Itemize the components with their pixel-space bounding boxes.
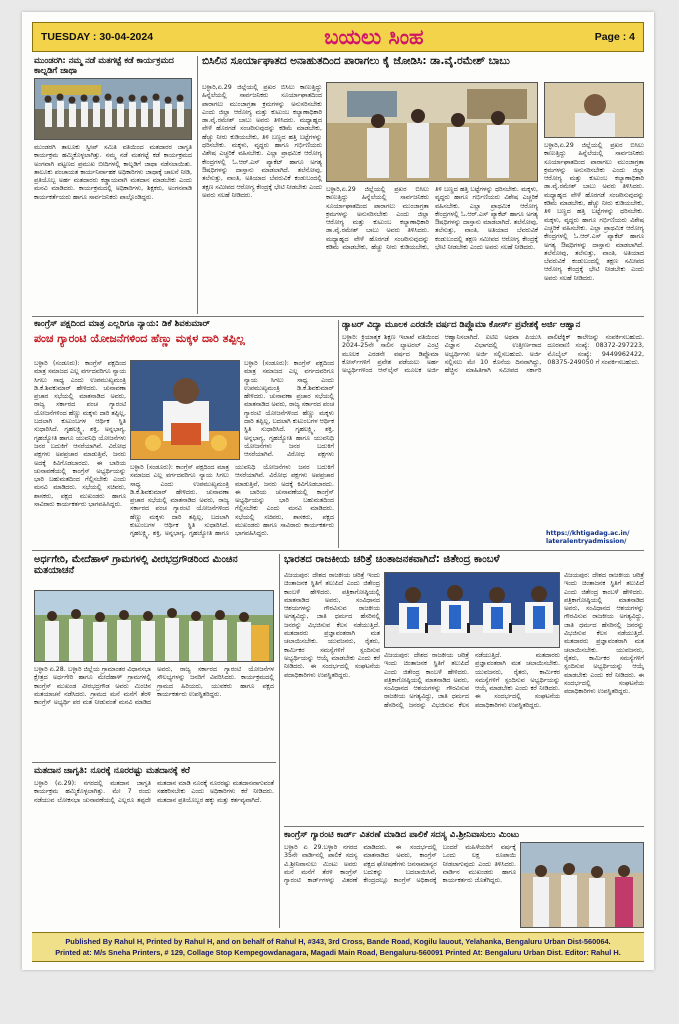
article-mundaragi xyxy=(34,56,192,312)
article-body: ಬಳ್ಳಾರಿ ಏ 29.ಬಳ್ಳಾರಿ ನಗರದ 35ನೇ ವಾರ್ಡಿನಲ್ಲಿ ಪಾಲಿಕೆ ಸದಸ್ಯ ವಿ.ಶ್ರೀನಿವಾಸುಲು ಮಿಂಟು ಅವರು ಮನೆ ಮನೆಗೆ ತೆರಳಿ ಕಾಂಗ್ರೆಸ್ ಗ್ಯಾರಂಟಿ ಕಾರ್ಡ್‌ಗಳನ್ನು ವಿತರಣೆ ಮಾಡಿದರು. ಈ ಸಂದರ್ಭದಲ್ಲಿ ಮಾತನಾಡಿದ ಅವರು, ಕಾಂಗ್ರೆಸ್ ಪಕ್ಷದ ಘೋಷಣೆಗಳು ಜನಸಾಮಾನ್ಯರ ಬದುಕನ್ನು ಬದಲಾಯಿಸಿವೆ, ಕೇಂದ್ರದಲ್ಲೂ ಕಾಂಗ್ರೆಸ್ ಅಧಿಕಾರಕ್ಕೆ ಬಂದರೆ ಮಹಿಳೆಯರಿಗೆ ವರ್ಷಕ್ಕೆ ಒಂದು ಲಕ್ಷ ರೂಪಾಯಿ ನೀಡಲಾಗುವುದು ಎಂದು ತಿಳಿಸಿದರು. ವಾರ್ಡಿನ ಮುಖಂಡರು ಹಾಗೂ ಕಾರ್ಯಕರ್ತರು ಜೊತೆಗಿದ್ದರು. xyxy=(284,844,516,885)
article-heatstroke xyxy=(202,56,644,314)
photo-doctor-portrait xyxy=(544,82,644,138)
article-dk-shivakumar xyxy=(34,320,334,546)
photo-walkathon xyxy=(34,78,192,140)
article-headline: ಡ್ಯಾಟರ್ ವಿದ್ಯಾ ಮೂಲಕ ಎರಡನೇ ವರ್ಷದ ಡಿಪ್ಲೊಮಾ ಕೋರ್ಸ್ ಪ್ರವೇಶಕ್ಕೆ ಅರ್ಜಿ ಆಹ್ವಾನ xyxy=(342,320,581,329)
article-headline: ಬಿಸಿಲಿನ ಸೂರ್ಯಾಘಾತದ ಅನಾಹುತದಿಂದ ಪಾರಾಗಲು ಕೈ ಜೋಡಿಸಿ: ಡಾ.ವೈ.ರಮೇಶ್ ಬಾಬು xyxy=(202,56,510,67)
imprint-footer xyxy=(32,932,644,962)
photo-dk-shivakumar-speech xyxy=(130,360,240,460)
masthead xyxy=(32,22,644,52)
article-body: ಬಳ್ಳಾರಿ ಏ.28. ಬಳ್ಳಾರಿ ಜಿಲ್ಲೆಯ ಗ್ರಾಮಾಂತರ ವಿಧಾನಸಭಾ ಕ್ಷೇತ್ರದ ಅರ್ಧಗೇರಿ ಹಾಗೂ ಮೇದೆಹಾಳ್ ಗ್ರಾಮಗಳಲ್ಲಿ ಕಾಂಗ್ರೆಸ್ ಮುಖಂಡ ವೀರಭದ್ರಗೌಡ ಅವರು ಮಿಂಚಿನ ಮತಯಾಚನೆ ನಡೆಸಿದರು. ಗ್ರಾಮದ ಮನೆ ಮನೆಗೆ ತೆರಳಿ ಕಾಂಗ್ರೆಸ್ ಅಭ್ಯರ್ಥಿ ಪರ ಮತ ನೀಡುವಂತೆ ಮನವಿ ಮಾಡಿದ ಅವರು, ರಾಜ್ಯ ಸರ್ಕಾರದ ಗ್ಯಾರಂಟಿ ಯೋಜನೆಗಳ ಸೌಲಭ್ಯಗಳನ್ನು ಜನರಿಗೆ ವಿವರಿಸಿದರು. ಕಾರ್ಯಕ್ರಮದಲ್ಲಿ ಗ್ರಾಮದ ಹಿರಿಯರು, ಯುವಕರು ಹಾಗೂ ಪಕ್ಷದ ಕಾರ್ಯಕರ್ತರು ಉಪಸ್ಥಿತರಿದ್ದರು. xyxy=(34,666,274,707)
article-body-right: ಬಳ್ಳಾರಿ (ಸಂಡೂರು): ಕಾಂಗ್ರೆಸ್ ಪಕ್ಷದಿಂದ ಮಾತ್ರ ಸಮಾಜದ ಎಲ್ಲ ವರ್ಗದವರಿಗೂ ನ್ಯಾಯ ಸಿಗಲು ಸಾಧ್ಯ ಎಂದು ಉಪಮುಖ್ಯಮಂತ್ರಿ ಡಿ.ಕೆ.ಶಿವಕುಮಾರ್ ಹೇಳಿದರು. ಚುನಾವಣಾ ಪ್ರಚಾರ ಸಭೆಯಲ್ಲಿ ಮಾತನಾಡಿದ ಅವರು, ರಾಜ್ಯ ಸರ್ಕಾರದ ಪಂಚ ಗ್ಯಾರಂಟಿ ಯೋಜನೆಗಳಿಂದ ಹೆಣ್ಣು ಮಕ್ಕಳು ದಾರಿ ತಪ್ಪಿಲ್ಲ, ಬದಲಾಗಿ ಕುಟುಂಬಗಳ ಆರ್ಥಿಕ ಸ್ಥಿತಿ ಸುಧಾರಿಸಿದೆ. ಗೃಹಲಕ್ಷ್ಮಿ, ಶಕ್ತಿ, ಅನ್ನಭಾಗ್ಯ, ಗೃಹಜ್ಯೋತಿ ಹಾಗೂ ಯುವನಿಧಿ ಯೋಜನೆಗಳು ಜನರ ಬದುಕಿಗೆ ಆಸರೆಯಾಗಿವೆ. ವಿರೋಧ ಪಕ್ಷಗಳು xyxy=(244,360,334,459)
article-subheadline: ಪಂಚ ಗ್ಯಾರಂಟಿ ಯೋಜನೆಗಳಿಂದ ಹೆಣ್ಣು ಮಕ್ಕಳ ದಾರಿ ತಪ್ಪಿಲ್ಲ xyxy=(34,331,245,345)
article-diploma-admission xyxy=(342,320,644,546)
article-headline: ಕಾಂಗ್ರೆಸ್ ಪಕ್ಷದಿಂದ ಮಾತ್ರ ಎಲ್ಲರಿಗೂ ನ್ಯಾಯ: ಡಿಕೆ ಶಿವಕುಮಾರ್ xyxy=(34,320,210,329)
article-body: ಬಳ್ಳಾರಿ (ಏ.29): ನಗರದಲ್ಲಿ ಮತದಾನ ಜಾಗೃತಿ ಕಾರ್ಯಕ್ರಮ ಹಮ್ಮಿಕೊಳ್ಳಲಾಗಿತ್ತು. ಮೇ 7 ರಂದು ನಡೆಯುವ ಲೋಕಸಭಾ ಚುನಾವಣೆಯಲ್ಲಿ ಎಲ್ಲರೂ ತಪ್ಪದೇ ಮತದಾನ ಮಾಡಿ ನೂರಕ್ಕೆ ನೂರರಷ್ಟು ಮತದಾನವಾಗುವಂತೆ ಸಹಕರಿಸಬೇಕು ಎಂದು ಅಧಿಕಾರಿಗಳು ಕರೆ ನೀಡಿದರು. ಮತದಾನ ಪ್ರತಿಯೊಬ್ಬರ ಹಕ್ಕು ಮತ್ತು ಕರ್ತವ್ಯವಾಗಿದೆ. xyxy=(34,780,274,804)
article-body: ಬಳ್ಳಾರಿ: ಕ್ರಿಯಾತ್ಮಕ ಶಿಕ್ಷಣ ಇಲಾಖೆ ವತಿಯಿಂದ 2024-25ನೇ ಸಾಲಿನ ಲ್ಯಾಟರಲ್ ಎಂಟ್ರಿ ಮೂಲಕ ಎರಡನೇ ವರ್ಷದ ಡಿಪ್ಲೊಮಾ ಕೋರ್ಸ್‌ಗಳಿಗೆ ಪ್ರವೇಶ ಪಡೆಯಲು ಅರ್ಹ ಅಭ್ಯರ್ಥಿಗಳಿಂದ ಆನ್‌ಲೈನ್ ಮೂಲಕ ಅರ್ಜಿ ಆಹ್ವಾನಿಸಲಾಗಿದೆ. ಐಟಿಐ ಅಥವಾ ಪಿಯುಸಿ ವಿಜ್ಞಾನ ವಿಭಾಗದಲ್ಲಿ ಉತ್ತೀರ್ಣರಾದ ಅಭ್ಯರ್ಥಿಗಳು ಅರ್ಜಿ ಸಲ್ಲಿಸಬಹುದು. ಅರ್ಜಿ ಸಲ್ಲಿಸಲು ಮೇ 10 ಕೊನೆಯ ದಿನವಾಗಿದ್ದು, ಹೆಚ್ಚಿನ ಮಾಹಿತಿಗಾಗಿ ಸಮೀಪದ ಸರ್ಕಾರಿ ಪಾಲಿಟೆಕ್ನಿಕ್ ಕಾಲೇಜನ್ನು ಸಂಪರ್ಕಿಸಬಹುದು. ದೂರವಾಣಿ ಸಂಖ್ಯೆ: 08372-297223, ಮೊಬೈಲ್ ಸಂಖ್ಯೆ: 9449962422, 08375-249050 ಗೆ ಸಂಪರ್ಕಿಸಬಹುದು. xyxy=(342,334,644,375)
article-body-right: ವಿಜಯಪುರ: ದೇಶದ ರಾಜಕೀಯ ಚರಿತ್ರೆ ಇಂದು ಚಿಂತಾಜನಕ ಸ್ಥಿತಿಗೆ ತಲುಪಿದೆ ಎಂದು ಜಿತೇಂದ್ರ ಕಾಂಬಳೆ ಹೇಳಿದರು. ಪತ್ರಿಕಾಗೋಷ್ಠಿಯಲ್ಲಿ ಮಾತನಾಡಿದ ಅವರು, ಸಂವಿಧಾನದ ಆಶಯಗಳನ್ನು ಗೌರವಿಸುವ ರಾಜಕೀಯ ಅಗತ್ಯವಿದ್ದು, ಜಾತಿ ಧರ್ಮದ ಹೆಸರಿನಲ್ಲಿ ಜನರನ್ನು ವಿಭಜಿಸುವ ಕೆಲಸ ನಡೆಯುತ್ತಿದೆ. ಮತದಾರರು ಪ್ರಜ್ಞಾವಂತರಾಗಿ ಮತ ಚಲಾಯಿಸಬೇಕು. ಯುವಜನರು, ರೈತರು, ಕಾರ್ಮಿಕರ ಸಮಸ್ಯೆಗಳಿಗೆ ಸ್ಪಂದಿಸುವ ಅಭ್ಯರ್ಥಿಯನ್ನು ಆಯ್ಕೆ ಮಾಡಬೇಕು ಎಂದು ಕರೆ ನೀಡಿದರು. ಈ ಸಂದರ್ಭದಲ್ಲಿ ಸಂಘಟನೆಯ ಪದಾಧಿಕಾರಿಗಳು ಉಪಸ್ಥಿತರಿದ್ದರು. xyxy=(564,572,644,696)
article-voting-awareness xyxy=(34,766,274,928)
imprint-line-publisher: Published By Rahul H, Printed by Rahul H, and on behalf of Rahul H, #343, 3rd Cross, Bande Road, Kogilu lauout, Yelahanka, Bengaluru Urban Dist-560064. xyxy=(65,937,611,946)
photo-card-distribution xyxy=(520,842,644,928)
page-number: Page : 4 xyxy=(594,31,635,43)
article-body-left: ಬಳ್ಳಾರಿ,ಏ.29 ಜಿಲ್ಲೆಯಲ್ಲಿ ಪ್ರಖರ ಬಿಸಿಲು ಕಾಣುತ್ತಿದ್ದು ಹಿನ್ನೆಲೆಯಲ್ಲಿ ಸಾರ್ವಜನಿಕರು ಸೂರ್ಯಾಘಾತದಿಂದ ಪಾರಾಗಲು ಮುಂಜಾಗ್ರತಾ ಕ್ರಮಗಳನ್ನು ಅನುಸರಿಸಬೇಕು ಎಂದು ಜಿಲ್ಲಾ ಆರೋಗ್ಯ ಮತ್ತು ಕುಟುಂಬ ಕಲ್ಯಾಣಾಧಿಕಾರಿ ಡಾ.ವೈ.ರಮೇಶ್ ಬಾಬು ಅವರು ತಿಳಿಸಿದರು. ಮಧ್ಯಾಹ್ನದ ವೇಳೆ ಹೊರಗಡೆ ಸಂಚರಿಸುವುದನ್ನು ಕಡಿಮೆ ಮಾಡಬೇಕು, ಹೆಚ್ಚು ನೀರು ಕುಡಿಯಬೇಕು, ತಿಳಿ ಬಣ್ಣದ ಹತ್ತಿ ಬಟ್ಟೆಗಳನ್ನು ಧರಿಸಬೇಕು. ಮಕ್ಕಳು, ವೃದ್ಧರು ಹಾಗೂ ಗರ್ಭಿಣಿಯರು ವಿಶೇಷ ಎಚ್ಚರಿಕೆ ವಹಿಸಬೇಕು. ಎಲ್ಲಾ ಪ್ರಾಥಮಿಕ ಆರೋಗ್ಯ ಕೇಂದ್ರಗಳಲ್ಲಿ ಓ.ಆರ್.ಎಸ್ ಪ್ಯಾಕೆಟ್ ಹಾಗೂ ಅಗತ್ಯ ಔಷಧಿಗಳನ್ನು ದಾಸ್ತಾನು ಮಾಡಲಾಗಿದೆ. ತಲೆನೋವು, ತಲೆಸುತ್ತು, ವಾಂತಿ, ಅತಿಯಾದ ಬೆವರುವಿಕೆ ಕಂಡುಬಂದಲ್ಲಿ ತಕ್ಷಣ ಸಮೀಪದ ಆರೋಗ್ಯ ಕೇಂದ್ರಕ್ಕೆ ಭೇಟಿ ನೀಡಬೇಕು ಎಂದು ಅವರು ಸಲಹೆ ನೀಡಿದರು. xyxy=(202,84,322,199)
article-veerabhadragowda xyxy=(34,554,274,760)
photo-press-meet xyxy=(384,572,560,648)
newspaper-page xyxy=(22,12,654,970)
article-body-left: ಬಳ್ಳಾರಿ (ಸಂಡೂರು): ಕಾಂಗ್ರೆಸ್ ಪಕ್ಷದಿಂದ ಮಾತ್ರ ಸಮಾಜದ ಎಲ್ಲ ವರ್ಗದವರಿಗೂ ನ್ಯಾಯ ಸಿಗಲು ಸಾಧ್ಯ ಎಂದು ಉಪಮುಖ್ಯಮಂತ್ರಿ ಡಿ.ಕೆ.ಶಿವಕುಮಾರ್ ಹೇಳಿದರು. ಚುನಾವಣಾ ಪ್ರಚಾರ ಸಭೆಯಲ್ಲಿ ಮಾತನಾಡಿದ ಅವರು, ರಾಜ್ಯ ಸರ್ಕಾರದ ಪಂಚ ಗ್ಯಾರಂಟಿ ಯೋಜನೆಗಳಿಂದ ಹೆಣ್ಣು ಮಕ್ಕಳು ದಾರಿ ತಪ್ಪಿಲ್ಲ, ಬದಲಾಗಿ ಕುಟುಂಬಗಳ ಆರ್ಥಿಕ ಸ್ಥಿತಿ ಸುಧಾರಿಸಿದೆ. ಗೃಹಲಕ್ಷ್ಮಿ, ಶಕ್ತಿ, ಅನ್ನಭಾಗ್ಯ, ಗೃಹಜ್ಯೋತಿ ಹಾಗೂ ಯುವನಿಧಿ ಯೋಜನೆಗಳು ಜನರ ಬದುಕಿಗೆ ಆಸರೆಯಾಗಿವೆ. ವಿರೋಧ ಪಕ್ಷಗಳು ಅಪಪ್ರಚಾರ ಮಾಡುತ್ತಿವೆ, ಜನರು ಅದಕ್ಕೆ ಕಿವಿಗೊಡಬಾರದು. ಈ ಬಾರಿಯ ಚುನಾವಣೆಯಲ್ಲಿ ಕಾಂಗ್ರೆಸ್ ಅಭ್ಯರ್ಥಿಯನ್ನು ಭಾರಿ ಬಹುಮತದಿಂದ ಗೆಲ್ಲಿಸಬೇಕು ಎಂದು ಮನವಿ ಮಾಡಿದರು. ಸಭೆಯಲ್ಲಿ ಸಚಿವರು, ಶಾಸಕರು, ಪಕ್ಷದ ಮುಖಂಡರು ಹಾಗೂ ಸಾವಿರಾರು ಕಾರ್ಯಕರ್ತರು ಭಾಗವಹಿಸಿದ್ದರು. xyxy=(34,360,126,509)
article-body-centre: ವಿಜಯಪುರ: ದೇಶದ ರಾಜಕೀಯ ಚರಿತ್ರೆ ಇಂದು ಚಿಂತಾಜನಕ ಸ್ಥಿತಿಗೆ ತಲುಪಿದೆ ಎಂದು ಜಿತೇಂದ್ರ ಕಾಂಬಳೆ ಹೇಳಿದರು. ಪತ್ರಿಕಾಗೋಷ್ಠಿಯಲ್ಲಿ ಮಾತನಾಡಿದ ಅವರು, ಸಂವಿಧಾನದ ಆಶಯಗಳನ್ನು ಗೌರವಿಸುವ ರಾಜಕೀಯ ಅಗತ್ಯವಿದ್ದು, ಜಾತಿ ಧರ್ಮದ ಹೆಸರಿನಲ್ಲಿ ಜನರನ್ನು ವಿಭಜಿಸುವ ಕೆಲಸ ನಡೆಯುತ್ತಿದೆ. ಮತದಾರರು ಪ್ರಜ್ಞಾವಂತರಾಗಿ ಮತ ಚಲಾಯಿಸಬೇಕು. ಯುವಜನರು, ರೈತರು, ಕಾರ್ಮಿಕರ ಸಮಸ್ಯೆಗಳಿಗೆ ಸ್ಪಂದಿಸುವ ಅಭ್ಯರ್ಥಿಯನ್ನು ಆಯ್ಕೆ ಮಾಡಬೇಕು ಎಂದು ಕರೆ ನೀಡಿದರು. ಈ ಸಂದರ್ಭದಲ್ಲಿ ಸಂಘಟನೆಯ ಪದಾಧಿಕಾರಿಗಳು ಉಪಸ್ಥಿತರಿದ್ದರು. xyxy=(384,652,560,709)
article-body-bottom: ಬಳ್ಳಾರಿ (ಸಂಡೂರು): ಕಾಂಗ್ರೆಸ್ ಪಕ್ಷದಿಂದ ಮಾತ್ರ ಸಮಾಜದ ಎಲ್ಲ ವರ್ಗದವರಿಗೂ ನ್ಯಾಯ ಸಿಗಲು ಸಾಧ್ಯ ಎಂದು ಉಪಮುಖ್ಯಮಂತ್ರಿ ಡಿ.ಕೆ.ಶಿವಕುಮಾರ್ ಹೇಳಿದರು. ಚುನಾವಣಾ ಪ್ರಚಾರ ಸಭೆಯಲ್ಲಿ ಮಾತನಾಡಿದ ಅವರು, ರಾಜ್ಯ ಸರ್ಕಾರದ ಪಂಚ ಗ್ಯಾರಂಟಿ ಯೋಜನೆಗಳಿಂದ ಹೆಣ್ಣು ಮಕ್ಕಳು ದಾರಿ ತಪ್ಪಿಲ್ಲ, ಬದಲಾಗಿ ಕುಟುಂಬಗಳ ಆರ್ಥಿಕ ಸ್ಥಿತಿ ಸುಧಾರಿಸಿದೆ. ಗೃಹಲಕ್ಷ್ಮಿ, ಶಕ್ತಿ, ಅನ್ನಭಾಗ್ಯ, ಗೃಹಜ್ಯೋತಿ ಹಾಗೂ ಯುವನಿಧಿ ಯೋಜನೆಗಳು ಜನರ ಬದುಕಿಗೆ ಆಸರೆಯಾಗಿವೆ. ವಿರೋಧ ಪಕ್ಷಗಳು ಅಪಪ್ರಚಾರ ಮಾಡುತ್ತಿವೆ, ಜನರು ಅದಕ್ಕೆ ಕಿವಿಗೊಡಬಾರದು. ಈ ಬಾರಿಯ ಚುನಾವಣೆಯಲ್ಲಿ ಕಾಂಗ್ರೆಸ್ ಅಭ್ಯರ್ಥಿಯನ್ನು ಭಾರಿ ಬಹುಮತದಿಂದ ಗೆಲ್ಲಿಸಬೇಕು ಎಂದು ಮನವಿ ಮಾಡಿದರು. ಸಭೆಯಲ್ಲಿ ಸಚಿವರು, ಶಾಸಕರು, ಪಕ್ಷದ ಮುಖಂಡರು ಹಾಗೂ ಸಾವಿರಾರು ಕಾರ್ಯಕರ್ತರು ಭಾಗವಹಿಸಿದ್ದರು. xyxy=(130,464,334,538)
imprint-line-printer: Printed at: M/s Sneha Printers, # 129, Collage Stop Kempegowdanagara, Magadi Main Road, Bengaluru-560091 Printed At: Bengaluru Urban Dist. Editor: Rahul H. xyxy=(55,948,621,957)
article-headline: ಮುಂಡರಗಿ: ನಮ್ಮ ನಡೆ ಮತಗಟ್ಟೆ ಕಡೆ ಕಾರ್ಯಕ್ರಮದ ಕಾಲ್ನಡಿಗೆ ಜಾಥಾ xyxy=(34,56,174,75)
article-headline: ಮತದಾನ ಜಾಗೃತಿ: ನೂರಕ್ಕೆ ನೂರರಷ್ಟು ಮತದಾನಕ್ಕೆ ಕರೆ xyxy=(34,766,190,776)
article-body-centre: ಬಳ್ಳಾರಿ,ಏ.29 ಜಿಲ್ಲೆಯಲ್ಲಿ ಪ್ರಖರ ಬಿಸಿಲು ಕಾಣುತ್ತಿದ್ದು ಹಿನ್ನೆಲೆಯಲ್ಲಿ ಸಾರ್ವಜನಿಕರು ಸೂರ್ಯಾಘಾತದಿಂದ ಪಾರಾಗಲು ಮುಂಜಾಗ್ರತಾ ಕ್ರಮಗಳನ್ನು ಅನುಸರಿಸಬೇಕು ಎಂದು ಜಿಲ್ಲಾ ಆರೋಗ್ಯ ಮತ್ತು ಕುಟುಂಬ ಕಲ್ಯಾಣಾಧಿಕಾರಿ ಡಾ.ವೈ.ರಮೇಶ್ ಬಾಬು ಅವರು ತಿಳಿಸಿದರು. ಮಧ್ಯಾಹ್ನದ ವೇಳೆ ಹೊರಗಡೆ ಸಂಚರಿಸುವುದನ್ನು ಕಡಿಮೆ ಮಾಡಬೇಕು, ಹೆಚ್ಚು ನೀರು ಕುಡಿಯಬೇಕು, ತಿಳಿ ಬಣ್ಣದ ಹತ್ತಿ ಬಟ್ಟೆಗಳನ್ನು ಧರಿಸಬೇಕು. ಮಕ್ಕಳು, ವೃದ್ಧರು ಹಾಗೂ ಗರ್ಭಿಣಿಯರು ವಿಶೇಷ ಎಚ್ಚರಿಕೆ ವಹಿಸಬೇಕು. ಎಲ್ಲಾ ಪ್ರಾಥಮಿಕ ಆರೋಗ್ಯ ಕೇಂದ್ರಗಳಲ್ಲಿ ಓ.ಆರ್.ಎಸ್ ಪ್ಯಾಕೆಟ್ ಹಾಗೂ ಅಗತ್ಯ ಔಷಧಿಗಳನ್ನು ದಾಸ್ತಾನು ಮಾಡಲಾಗಿದೆ. ತಲೆನೋವು, ತಲೆಸುತ್ತು, ವಾಂತಿ, ಅತಿಯಾದ ಬೆವರುವಿಕೆ ಕಂಡುಬಂದಲ್ಲಿ ತಕ್ಷಣ ಸಮೀಪದ ಆರೋಗ್ಯ ಕೇಂದ್ರಕ್ಕೆ ಭೇಟಿ ನೀಡಬೇಕು ಎಂದು ಅವರು ಸಲಹೆ ನೀಡಿದರು. xyxy=(326,186,538,252)
article-guarantee-card xyxy=(284,830,644,930)
admission-link[interactable]: https://khtigadag.ac.in/ lateralentryadmission/ xyxy=(546,530,630,546)
article-headline: ಕಾಂಗ್ರೆಸ್ ಗ್ಯಾರಂಟಿ ಕಾರ್ಡ್ ವಿತರಣೆ ಮಾಡಿದ ಪಾಲಿಕೆ ಸದಸ್ಯ ವಿ.ಶ್ರೀನಿವಾಸುಲು ಮಿಂಟು xyxy=(284,830,520,840)
article-body-right: ಬಳ್ಳಾರಿ,ಏ.29 ಜಿಲ್ಲೆಯಲ್ಲಿ ಪ್ರಖರ ಬಿಸಿಲು ಕಾಣುತ್ತಿದ್ದು ಹಿನ್ನೆಲೆಯಲ್ಲಿ ಸಾರ್ವಜನಿಕರು ಸೂರ್ಯಾಘಾತದಿಂದ ಪಾರಾಗಲು ಮುಂಜಾಗ್ರತಾ ಕ್ರಮಗಳನ್ನು ಅನುಸರಿಸಬೇಕು ಎಂದು ಜಿಲ್ಲಾ ಆರೋಗ್ಯ ಮತ್ತು ಕುಟುಂಬ ಕಲ್ಯಾಣಾಧಿಕಾರಿ ಡಾ.ವೈ.ರಮೇಶ್ ಬಾಬು ಅವರು ತಿಳಿಸಿದರು. ಮಧ್ಯಾಹ್ನದ ವೇಳೆ ಹೊರಗಡೆ ಸಂಚರಿಸುವುದನ್ನು ಕಡಿಮೆ ಮಾಡಬೇಕು, ಹೆಚ್ಚು ನೀರು ಕುಡಿಯಬೇಕು, ತಿಳಿ ಬಣ್ಣದ ಹತ್ತಿ ಬಟ್ಟೆಗಳನ್ನು ಧರಿಸಬೇಕು. ಮಕ್ಕಳು, ವೃದ್ಧರು ಹಾಗೂ ಗರ್ಭಿಣಿಯರು ವಿಶೇಷ ಎಚ್ಚರಿಕೆ ವಹಿಸಬೇಕು. ಎಲ್ಲಾ ಪ್ರಾಥಮಿಕ ಆರೋಗ್ಯ ಕೇಂದ್ರಗಳಲ್ಲಿ ಓ.ಆರ್.ಎಸ್ ಪ್ಯಾಕೆಟ್ ಹಾಗೂ ಅಗತ್ಯ ಔಷಧಿಗಳನ್ನು ದಾಸ್ತಾನು ಮಾಡಲಾಗಿದೆ. ತಲೆನೋವು, ತಲೆಸುತ್ತು, ವಾಂತಿ, ಅತಿಯಾದ ಬೆವರುವಿಕೆ ಕಂಡುಬಂದಲ್ಲಿ ತಕ್ಷಣ ಸಮೀಪದ ಆರೋಗ್ಯ ಕೇಂದ್ರಕ್ಕೆ ಭೇಟಿ ನೀಡಬೇಕು ಎಂದು ಅವರು ಸಲಹೆ ನೀಡಿದರು. xyxy=(544,142,644,282)
article-body: ಮುಂಡರಗಿ ತಾಲೂಕು ಸ್ವೀಪ್ ಸಮಿತಿ ವತಿಯಿಂದ ಮತದಾರರ ಜಾಗೃತಿ ಕಾರ್ಯಕ್ರಮ ಹಮ್ಮಿಕೊಳ್ಳಲಾಗಿತ್ತು. ನಮ್ಮ ನಡೆ ಮತಗಟ್ಟೆ ಕಡೆ ಕಾರ್ಯಕ್ರಮದ ಅಂಗವಾಗಿ ಪಟ್ಟಣದ ಪ್ರಮುಖ ಬೀದಿಗಳಲ್ಲಿ ಕಾಲ್ನಡಿಗೆ ಜಾಥಾ ನಡೆಸಲಾಯಿತು. ತಾಲೂಕು ಪಂಚಾಯತ ಕಾರ್ಯನಿರ್ವಾಹಕ ಅಧಿಕಾರಿಗಳು ಜಾಥಾಕ್ಕೆ ಚಾಲನೆ ನೀಡಿ, ಪ್ರತಿಯೊಬ್ಬ ಅರ್ಹ ಮತದಾರರು ಕಡ್ಡಾಯವಾಗಿ ಮತದಾನ ಮಾಡಬೇಕು ಎಂದು ಮನವಿ ಮಾಡಿದರು. ಕಾರ್ಯಕ್ರಮದಲ್ಲಿ ಅಧಿಕಾರಿಗಳು, ಶಿಕ್ಷಕರು, ಅಂಗನವಾಡಿ ಕಾರ್ಯಕರ್ತೆಯರು ಹಾಗೂ ಸಾರ್ವಜನಿಕರು ಪಾಲ್ಗೊಂಡಿದ್ದರು. xyxy=(34,144,192,201)
photo-officials-meeting xyxy=(326,82,538,182)
article-headline: ಭಾರತದ ರಾಜಕೀಯ ಚರಿತ್ರೆ ಚಿಂತಾಜನಕವಾಗಿದೆ: ಜಿತೇಂದ್ರ ಕಾಂಬಳೆ xyxy=(284,554,500,565)
photo-campaign-crowd xyxy=(34,590,274,662)
issue-date: TUESDAY : 30-04-2024 xyxy=(41,31,154,43)
article-body-left: ವಿಜಯಪುರ: ದೇಶದ ರಾಜಕೀಯ ಚರಿತ್ರೆ ಇಂದು ಚಿಂತಾಜನಕ ಸ್ಥಿತಿಗೆ ತಲುಪಿದೆ ಎಂದು ಜಿತೇಂದ್ರ ಕಾಂಬಳೆ ಹೇಳಿದರು. ಪತ್ರಿಕಾಗೋಷ್ಠಿಯಲ್ಲಿ ಮಾತನಾಡಿದ ಅವರು, ಸಂವಿಧಾನದ ಆಶಯಗಳನ್ನು ಗೌರವಿಸುವ ರಾಜಕೀಯ ಅಗತ್ಯವಿದ್ದು, ಜಾತಿ ಧರ್ಮದ ಹೆಸರಿನಲ್ಲಿ ಜನರನ್ನು ವಿಭಜಿಸುವ ಕೆಲಸ ನಡೆಯುತ್ತಿದೆ. ಮತದಾರರು ಪ್ರಜ್ಞಾವಂತರಾಗಿ ಮತ ಚಲಾಯಿಸಬೇಕು. ಯುವಜನರು, ರೈತರು, ಕಾರ್ಮಿಕರ ಸಮಸ್ಯೆಗಳಿಗೆ ಸ್ಪಂದಿಸುವ ಅಭ್ಯರ್ಥಿಯನ್ನು ಆಯ್ಕೆ ಮಾಡಬೇಕು ಎಂದು ಕರೆ ನೀಡಿದರು. ಈ ಸಂದರ್ಭದಲ್ಲಿ ಸಂಘಟನೆಯ ಪದಾಧಿಕಾರಿಗಳು ಉಪಸ್ಥಿತರಿದ್ದರು. xyxy=(284,572,380,679)
newspaper-title: ಬಯಲು ಸಿಂಹ xyxy=(324,24,424,49)
article-headline: ಅರ್ಧಗೇರಿ, ಮೇದೆಹಾಳ್ ಗ್ರಾಮಗಳಲ್ಲಿ ವೀರಭದ್ರಗೌಡರಿಂದ ಮಿಂಚಿನ ಮತಯಾಚನೆ xyxy=(34,554,238,577)
article-jitendra-kamble xyxy=(284,554,644,824)
